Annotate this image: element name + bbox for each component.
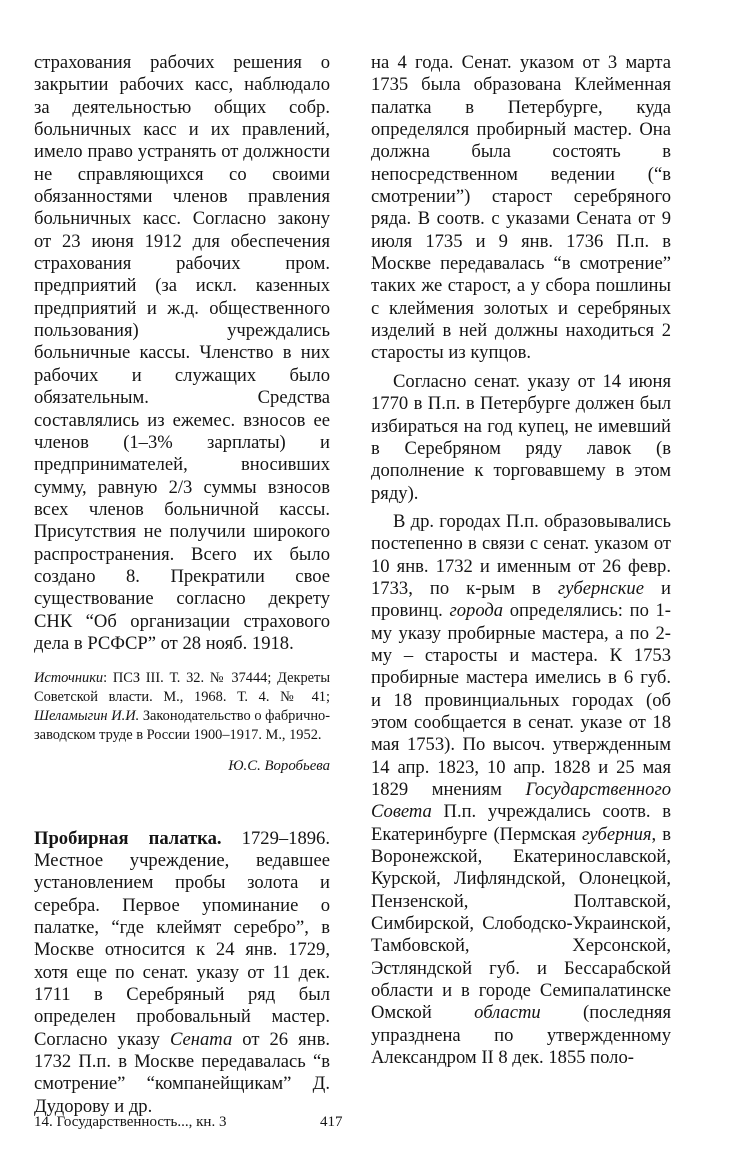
entry-text-b: от 26 янв. 1732 П.п. в Москве передавалась “в смотрение” “компанейщикам” Д. Дудорову и др. <box>34 1028 331 1117</box>
page-footer <box>34 1112 694 1132</box>
link-oblasti: области <box>474 1002 541 1024</box>
entry-text-a: 1729–1896. Местное учреждение, ведавшее установлением пробы золота и серебра. Первое упоминание о палатке, “где клеймят серебро”, в Москве относится к 24 янв. 1729, хотя еще по сенат. указу от 11 дек. 1711 в Серебряный ряд был определен пробовальный мастер. Согласно указу <box>34 827 330 1050</box>
paragraph-1770-decree: Согласно сенат. указу от 14 июня 1770 в П.п. в Петербурге должен был избираться на год купец, не имевший в Серебряном ряду лавок (в дополнение к торговавшему в этом ряду). <box>371 370 671 504</box>
link-gubernia: губерния <box>581 823 652 845</box>
sources-label: Источники <box>34 670 104 687</box>
right-column <box>371 52 671 1069</box>
link-goroda: города <box>449 600 504 622</box>
article-author: Ю.С. Воробьева <box>228 758 330 775</box>
sources-text-a: : ПСЗ III. Т. 32. № 37444; Декреты Советской власти. М., 1968. Т. 4. № 41; <box>34 670 330 706</box>
sources-text-b: Законодательство о фабрично-заводском труде в России 1900–1917. М., 1952. <box>34 708 331 744</box>
print-signature: 14. Государственность..., кн. 3 <box>34 1114 227 1130</box>
entry-senat-link: Сената <box>170 1028 233 1050</box>
left-column <box>34 52 330 1118</box>
paragraph-other-cities: В др. городах П.п. образовывались постепенно в связи с сенат. указом от 10 янв. 1732 и именным от 26 февр. 1733, по к-рым в губернские и провинц. города определялись: по 1-му указу пробирные мастера, а по 2-му – старосты и мастера. К 1753 пробирные мастера имелись в 6 губ. и 18 провинциальных городах (об этом сообщается в сенат. указе от 18 мая 1753). По высоч. утвержденным 14 апр. 1823, 10 апр. 1828 и 25 мая 1829 мнениям Государственного Совета П.п. учреждались соотв. в Екатеринбурге (Пермская губерния, в Воронежской, Екатеринославской, Курской, Лифляндской, Олонецкой, Пензенской, Полтавской, Симбирской, Слободско-Украинской, Тамбовской, Херсонской, Эстляндской губ. и Бессарабской области и в городе Семипалатинске Омской области (последняя упразднена по утвержденному Александром II 8 дек. 1855 поло- <box>371 510 672 1069</box>
entry-title: Пробирная палатка. <box>34 827 222 849</box>
entry-probirnaya-palatka <box>34 828 330 1118</box>
sources-note <box>34 669 330 745</box>
paragraph-continuation: на 4 года. Сенат. указом от 3 марта 1735 была образована Клейменная палатка в Петербурге, куда определялся пробирный мастер. Она должна была состоять в непосредственном ведении (“в смотрении”) старост серебряного ряда. В соотв. с указами Сената от 9 июля 1735 и 9 янв. 1736 П.п. в Москве передавалась “в смотрение” таких же старост, а у сбора пошлины с клеймения золотых и серебряных изделий в ней должны находиться 2 старосты из купцов. <box>371 52 671 364</box>
link-gos-sovet: Государственного Совета <box>371 779 671 823</box>
paragraph-insurance-presence: страхования рабочих решения о закрытии рабочих касс, наблюдало за деятельностью общих собр. больничных касс и их правлений, имело право устранять от должности не справляющихся со своими обязанностями членов правления больничных касс. Согласно закону от 23 июня 1912 для обеспечения страхования рабочих пром. предприятий (за искл. казенных предприятий и ж.д. общественного пользования) учреждались больничные кассы. Членство в них рабочих и служащих было обязательным. Средства составлялись из ежемес. взносов ее членов (1–3% зарплаты) и предпринимателей, вносивших сумму, равную 2/3 суммы взносов всех членов больничной кассы. Присутствия не получили широкого распространения. Всего их было создано 8. Прекратили свое существование согласно декрету СНК “Об организации страхового дела в РСФСР” от 28 нояб. 1918. <box>34 52 330 654</box>
sources-author: Шеламыгин И.И. <box>34 708 140 725</box>
page-number: 417 <box>320 1114 343 1130</box>
link-gubernskie: губернские <box>557 577 644 599</box>
